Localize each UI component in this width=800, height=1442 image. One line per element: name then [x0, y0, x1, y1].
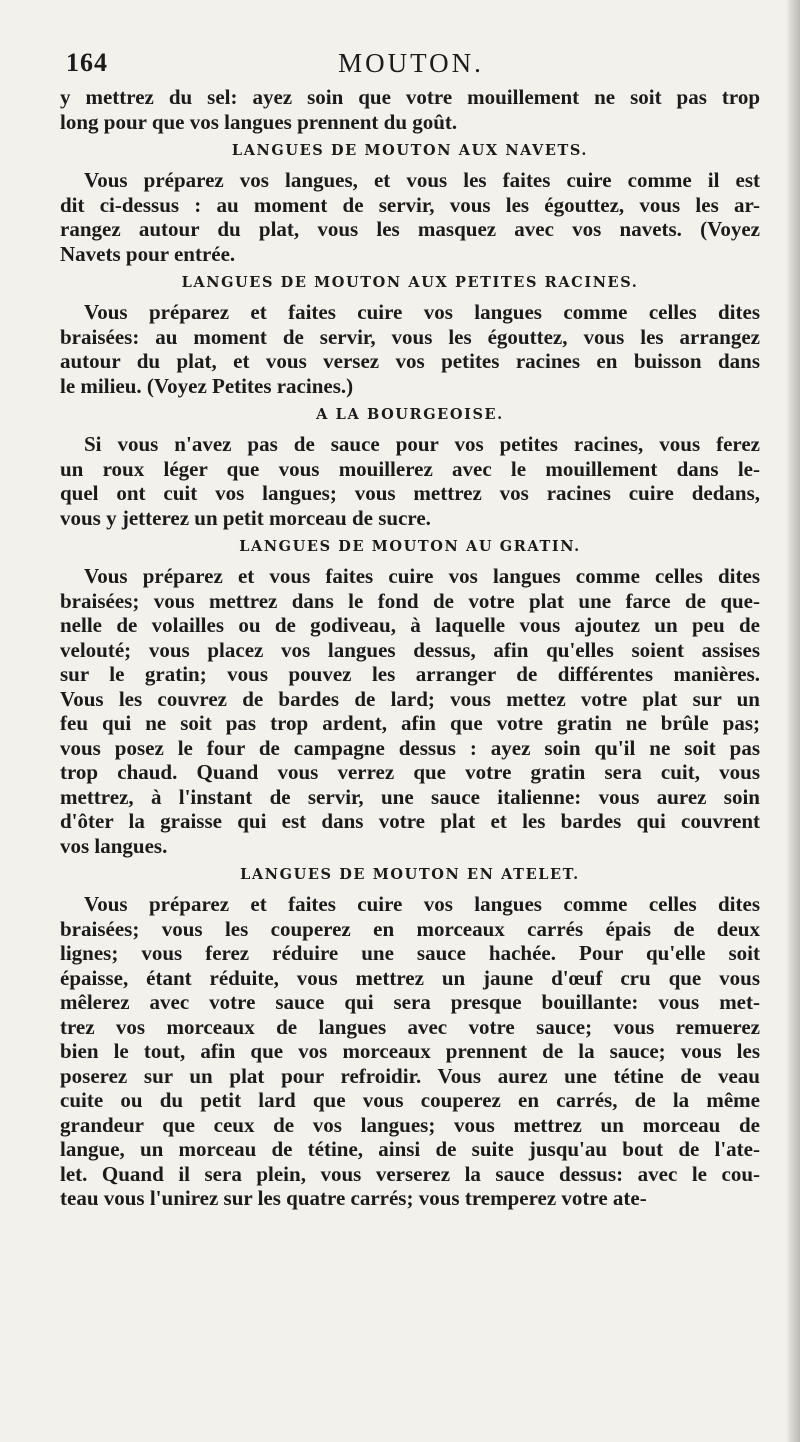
text-line: Vous préparez et faites cuire vos langues comme celles dites	[84, 892, 760, 916]
text-line: let. Quand il sera plein, vous verserez la sauce dessus: avec le cou-	[60, 1161, 760, 1186]
paragraph	[60, 168, 760, 266]
text-line: lignes; vous ferez réduire une sauce hachée. Pour qu'elle soit	[60, 941, 760, 965]
paragraph	[60, 432, 760, 530]
text-line: braisées; vous mettrez dans le fond de votre plat une farce de que-	[60, 588, 760, 613]
text-line: trez vos morceaux de langues avec votre sauce; vous remuerez	[60, 1014, 760, 1039]
text-line: nelle de volailles ou de godiveau, à laquelle vous ajoutez un peu de	[60, 613, 760, 637]
text-line: feu qui ne soit pas trop ardent, afin que votre gratin ne brûle pas;	[60, 711, 760, 735]
text-line: Si vous n'avez pas de sauce pour vos petites racines, vous ferez	[84, 432, 760, 456]
paragraph	[60, 564, 760, 858]
text-line: mettrez, à l'instant de servir, une sauce italienne: vous aurez soin	[60, 784, 760, 809]
text-line: rangez autour du plat, vous les masquez avec vos navets. (Voyez	[60, 217, 760, 241]
section-heading: A LA BOURGEOISE.	[316, 406, 504, 423]
page-number: 164	[66, 48, 108, 77]
page-body	[60, 85, 760, 1211]
running-head: MOUTON.	[338, 48, 484, 78]
text-line: y mettrez du sel: ayez soin que votre mouillement ne soit pas trop	[60, 85, 760, 109]
text-line: quel ont cuit vos langues; vous mettrez vos racines cuire dedans,	[60, 481, 760, 505]
text-line: mêlerez avec votre sauce qui sera presque bouillante: vous met-	[60, 990, 760, 1014]
text-line: Vous les couvrez de bardes de lard; vous mettez votre plat sur un	[60, 686, 760, 711]
text-line: bien le tout, afin que vos morceaux prennent de la sauce; vous les	[60, 1039, 760, 1063]
text-line: Vous préparez et vous faites cuire vos langues comme celles dites	[84, 564, 760, 588]
text-line: braisées: au moment de servir, vous les égouttez, vous les arrangez	[60, 324, 760, 349]
text-line: autour du plat, et vous versez vos petites racines en buisson dans	[60, 349, 760, 373]
text-line: velouté; vous placez vos langues dessus, afin qu'elles soient assises	[60, 637, 760, 662]
text-line: poserez sur un plat pour refroidir. Vous aurez une tétine de veau	[60, 1063, 760, 1088]
text-line: trop chaud. Quand vous verrez que votre gratin sera cuit, vous	[60, 760, 760, 784]
page-edge-shadow	[786, 0, 800, 1442]
section-heading: LANGUES DE MOUTON EN ATELET.	[240, 866, 580, 883]
text-line: langue, un morceau de tétine, ainsi de suite jusqu'au bout de l'ate-	[60, 1137, 760, 1161]
text-line: le milieu. (Voyez Petites racines.)	[60, 373, 354, 398]
paragraph	[60, 300, 760, 398]
text-line: d'ôter la graisse qui est dans votre plat et les bardes qui couvrent	[60, 809, 760, 833]
text-line: sur le gratin; vous pouvez les arranger de différentes manières.	[60, 662, 760, 686]
text-line: Vous préparez et faites cuire vos langues comme celles dites	[84, 300, 760, 324]
text-line: Navets pour entrée.	[60, 241, 236, 266]
text-line: teau vous l'unirez sur les quatre carrés; vous tremperez votre ate-	[60, 1186, 647, 1210]
text-line: épaisse, étant réduite, vous mettrez un jaune d'œuf cru que vous	[60, 965, 760, 990]
text-line: vous y jetterez un petit morceau de sucre.	[60, 505, 431, 530]
section-heading: LANGUES DE MOUTON AUX PETITES RACINES.	[181, 274, 639, 291]
text-line: dit ci-dessus : au moment de servir, vous les égouttez, vous les ar-	[60, 192, 760, 217]
text-line: vos langues.	[60, 833, 168, 858]
paragraph	[60, 85, 760, 134]
text-line: braisées; vous les couperez en morceaux carrés épais de deux	[60, 916, 760, 941]
section-heading: LANGUES DE MOUTON AU GRATIN.	[239, 538, 581, 555]
text-line: vous posez le four de campagne dessus : ayez soin qu'il ne soit pas	[60, 735, 760, 760]
text-line: un roux léger que vous mouillerez avec le mouillement dans le-	[60, 456, 760, 481]
text-line: Vous préparez vos langues, et vous les faites cuire comme il est	[84, 168, 760, 192]
paragraph	[60, 892, 760, 1211]
text-line: cuite ou du petit lard que vous couperez en carrés, de la même	[60, 1088, 760, 1112]
text-line: grandeur que ceux de vos langues; vous mettrez un morceau de	[60, 1112, 760, 1137]
section-heading: LANGUES DE MOUTON AUX NAVETS.	[231, 142, 589, 159]
text-line: long pour que vos langues prennent du goût.	[60, 109, 458, 134]
page-header	[66, 48, 756, 88]
